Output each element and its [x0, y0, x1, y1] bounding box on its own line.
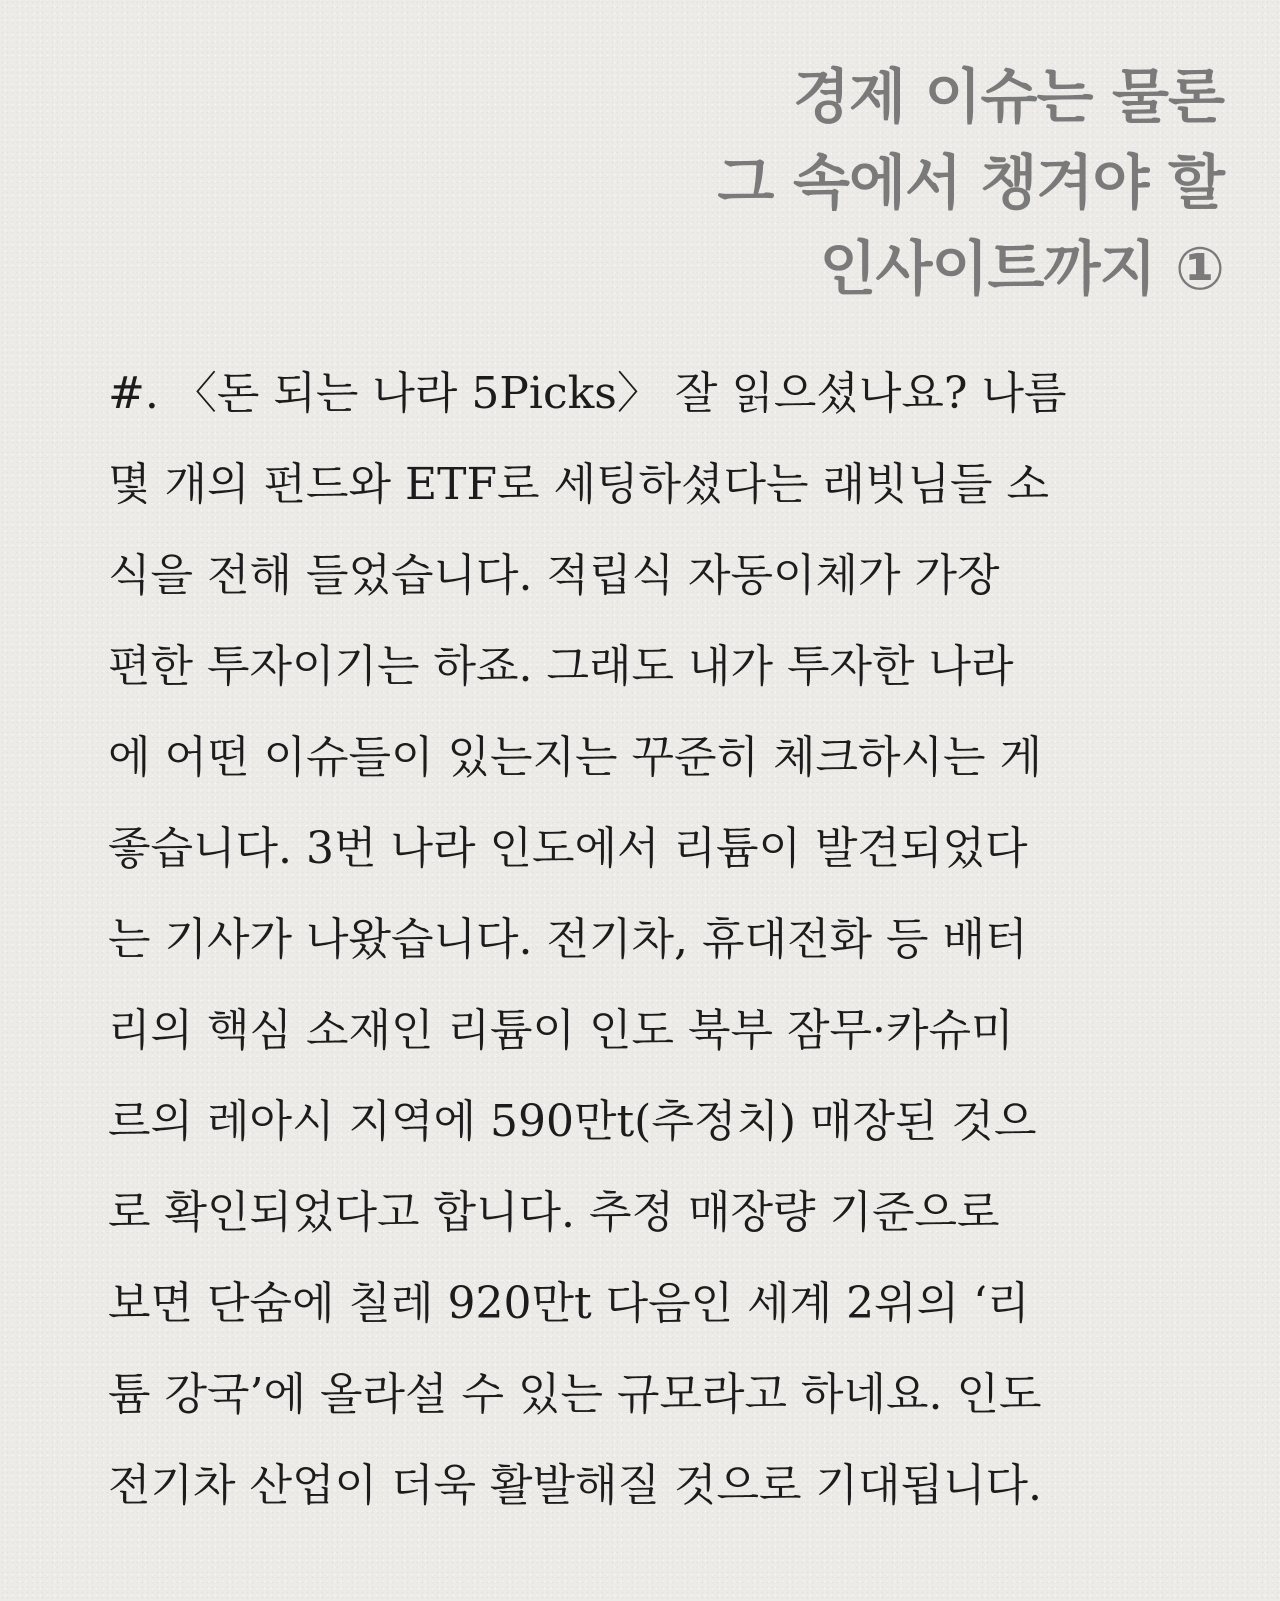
- body-paragraph: [108, 348, 1188, 1531]
- body-line: 편한 투자이기는 하죠. 그래도 내가 투자한 나라: [108, 641, 1014, 692]
- body-line: 리의 핵심 소재인 리튬이 인도 북부 잠무·카슈미: [108, 1005, 1014, 1056]
- body-line: 몇 개의 펀드와 ETF로 세팅하셨다는 래빗님들 소: [108, 459, 1049, 510]
- body-line: 좋습니다. 3번 나라 인도에서 리튬이 발견되었다: [108, 823, 1028, 874]
- body-line: 식을 전해 들었습니다. 적립식 자동이체가 가장: [108, 550, 1000, 601]
- title-line: 그 속에서 챙겨야 할: [717, 148, 1224, 217]
- body-line: 에 어떤 이슈들이 있는지는 꾸준히 체크하시는 게: [108, 732, 1042, 783]
- body-line: 는 기사가 나왔습니다. 전기차, 휴대전화 등 배터: [108, 914, 1028, 965]
- body-line: 보면 단숨에 칠레 920만t 다음인 세계 2위의 ‘리: [108, 1278, 1030, 1329]
- body-line: #. 〈돈 되는 나라 5Picks〉 잘 읽으셨나요? 나름: [108, 368, 1067, 419]
- body-line: 전기차 산업이 더욱 활발해질 것으로 기대됩니다.: [108, 1460, 1042, 1511]
- body-line: 로 확인되었다고 합니다. 추정 매장량 기준으로: [108, 1187, 1000, 1238]
- title-line: 인사이트까지 ①: [819, 234, 1224, 303]
- page-title: [524, 54, 1224, 312]
- body-line: 튬 강국’에 올라설 수 있는 규모라고 하네요. 인도: [108, 1369, 1042, 1420]
- title-line: 경제 이슈는 물론: [792, 62, 1224, 131]
- body-line: 르의 레아시 지역에 590만t(추정치) 매장된 것으: [108, 1096, 1037, 1147]
